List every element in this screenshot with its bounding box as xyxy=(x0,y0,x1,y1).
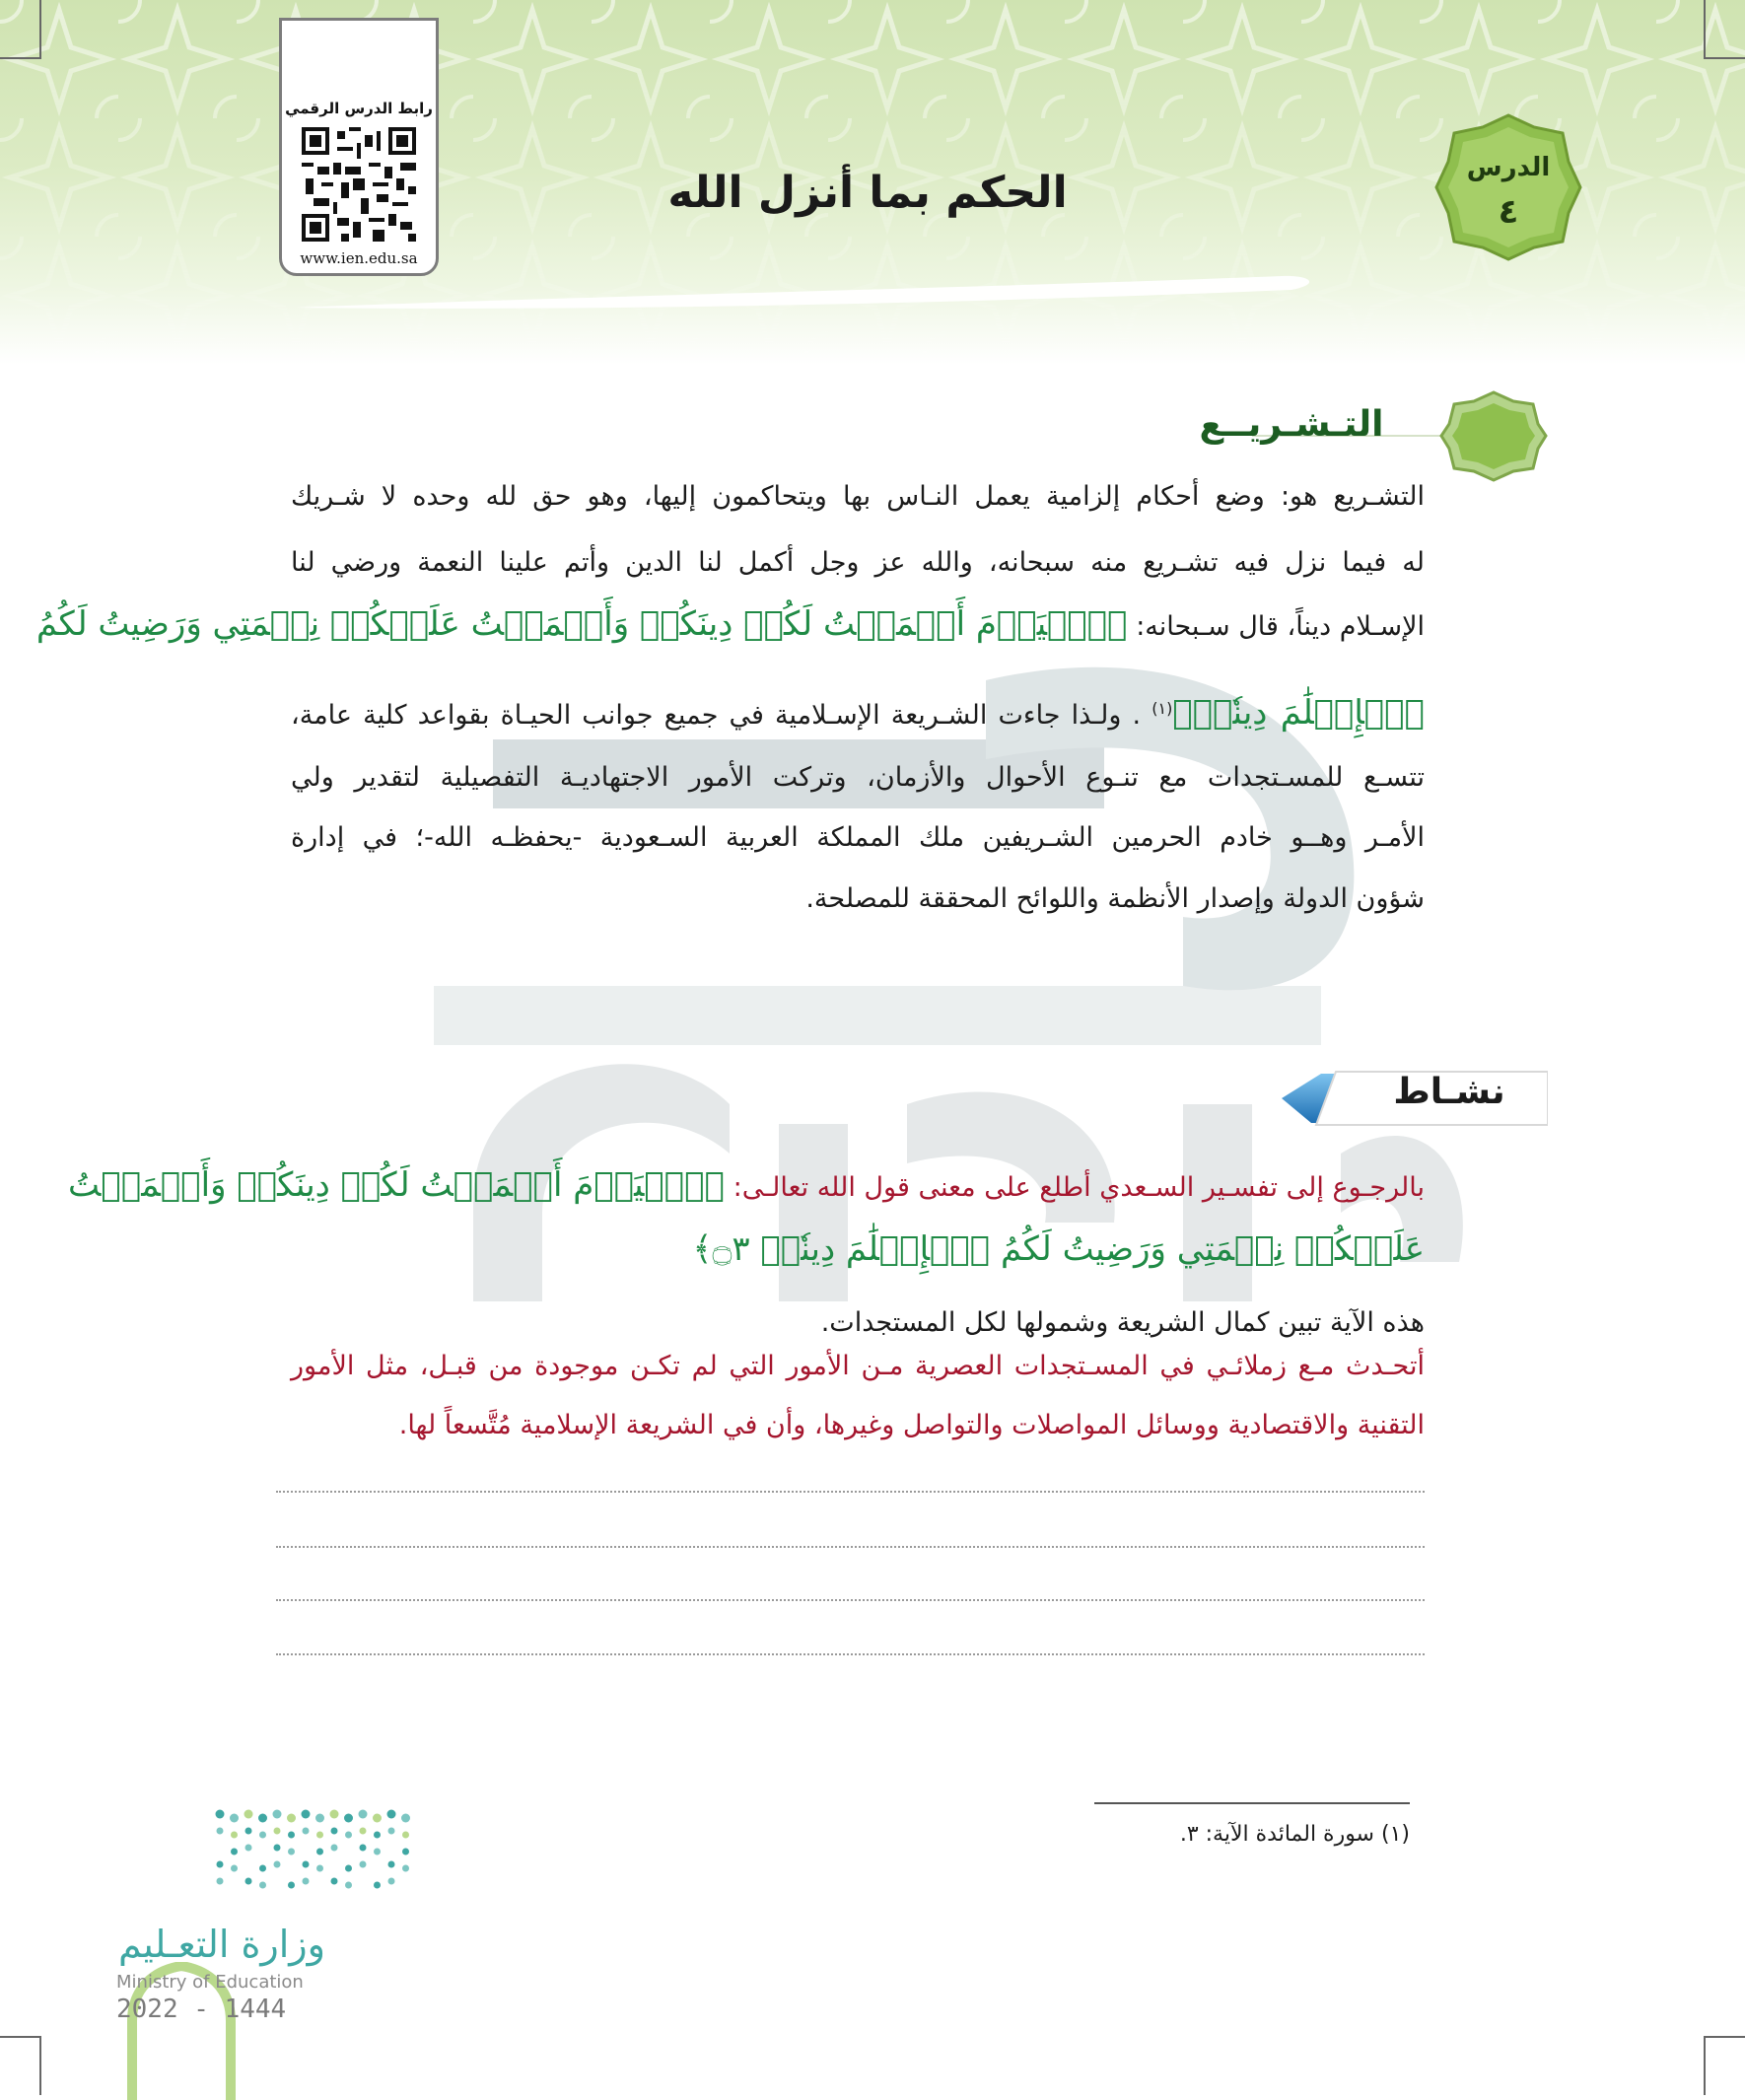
logo-dot xyxy=(259,1865,266,1872)
crop-mark xyxy=(39,0,41,59)
logo-dot xyxy=(316,1832,323,1839)
logo-dot xyxy=(374,1832,381,1839)
logo-dot xyxy=(303,1861,310,1868)
logo-dot xyxy=(401,1814,410,1823)
logo-dot xyxy=(231,1849,238,1855)
crop-mark xyxy=(39,2036,41,2095)
activity-line: التقنية والاقتصادية ووسائل المواصلات والتواصل وغيرها، وأن في الشريعة الإسلامية مُتَّسعاً لها. xyxy=(398,1410,1425,1440)
logo-dot xyxy=(345,1832,352,1839)
paragraph-line: له فيما نزل فيه تشـريع منه سبحانه، والله عز وجل أكمل لنا الدين وأتم علينا النعمة ورضي لنا xyxy=(291,547,1425,578)
quran-verse: ﴿ٱلۡيَوۡمَ أَكۡمَلۡتُ لَكُمۡ دِينَكُمۡ وَأَتۡمَمۡتُ عَلَيۡكُمۡ نِعۡمَتِي وَرَضِيتُ لَكُمُ xyxy=(35,604,1128,644)
logo-dot xyxy=(274,1828,281,1835)
activity-note: هذه الآية تبين كمال الشريعة وشمولها لكل المستجدات. xyxy=(820,1307,1425,1338)
logo-dot xyxy=(331,1845,338,1852)
qr-label: رابط الدرس الرقمي xyxy=(285,100,433,117)
paragraph-text: . ولـذا جاءت الشـريعة الإسـلامية في جميع جوانب الحيـاة بقواعد كلية عامة، xyxy=(291,700,1142,731)
crop-mark xyxy=(0,2036,39,2038)
logo-dot xyxy=(374,1882,381,1889)
logo-dot xyxy=(316,1865,323,1872)
logo-dot xyxy=(359,1810,368,1819)
logo-dot xyxy=(303,1878,310,1885)
activity-title: نشـاط xyxy=(1393,1072,1505,1112)
lesson-badge-label: الدرس xyxy=(1466,153,1551,182)
paragraph-line-with-verse xyxy=(291,693,1426,733)
logo-dot xyxy=(258,1814,267,1823)
answer-line[interactable] xyxy=(276,1653,1425,1655)
logo-dot xyxy=(217,1878,224,1885)
logo-dot xyxy=(373,1814,382,1823)
logo-dot xyxy=(217,1861,224,1868)
logo-dot xyxy=(360,1861,367,1868)
digital-lesson-qr-card[interactable] xyxy=(279,18,439,276)
logo-dot xyxy=(274,1861,281,1868)
logo-dot xyxy=(402,1865,409,1872)
logo-dot xyxy=(303,1828,310,1835)
paragraph-line: الأمـر وهــو خادم الحرمين الشـريفين ملك المملكة العربية السـعودية -يحفظـه الله-؛ في إدارة xyxy=(291,822,1425,853)
quran-verse: عَلَيۡكُمۡ نِعۡمَتِي وَرَضِيتُ لَكُمُ ٱلۡإِسۡلَٰمَ دِينٗاۚ ۝٣﴾ xyxy=(692,1229,1425,1269)
logo-dot xyxy=(259,1832,266,1839)
quran-verse: ٱلۡإِسۡلَٰمَ دِينٗاۚ﴾ xyxy=(1172,693,1426,733)
logo-dot xyxy=(274,1845,281,1852)
section-heading: التـشـريــع xyxy=(1199,404,1384,445)
paragraph-line: شؤون الدولة وإصدار الأنظمة واللوائح المحققة للمصلحة. xyxy=(805,883,1425,914)
logo-dot xyxy=(345,1865,352,1872)
ministry-logo-icon xyxy=(212,1804,419,1903)
qr-code-icon[interactable] xyxy=(302,127,416,242)
header-swoosh xyxy=(296,266,1321,325)
activity-text: بالرجـوع إلى تفسـير السـعدي أطلع على معنى قول الله تعالـى: xyxy=(733,1172,1425,1203)
logo-dot xyxy=(287,1814,296,1823)
crop-mark xyxy=(1706,57,1745,59)
logo-dot xyxy=(330,1810,339,1819)
logo-dot xyxy=(288,1882,295,1889)
logo-dot xyxy=(388,1861,395,1868)
logo-dot xyxy=(231,1865,238,1872)
logo-dot xyxy=(288,1849,295,1855)
activity-line-verse xyxy=(291,1229,1425,1269)
logo-dot xyxy=(331,1878,338,1885)
logo-dot xyxy=(387,1810,396,1819)
logo-dot xyxy=(245,1878,252,1885)
answer-line[interactable] xyxy=(276,1599,1425,1601)
logo-dot xyxy=(217,1828,224,1835)
logo-dot xyxy=(316,1849,323,1855)
lesson-number: ٤ xyxy=(1498,192,1519,232)
logo-dot xyxy=(231,1832,238,1839)
logo-dot xyxy=(402,1849,409,1855)
crop-mark xyxy=(0,57,39,59)
logo-dot xyxy=(288,1832,295,1839)
activity-line: أتحـدث مـع زملائـي في المسـتجدات العصرية مـن الأمور التي لم تكـن موجودة من قبـل، مثل الأمور xyxy=(291,1351,1425,1381)
logo-dot xyxy=(344,1814,353,1823)
paragraph-line-with-verse xyxy=(35,604,1425,644)
footnote-divider xyxy=(1094,1802,1410,1804)
logo-dot xyxy=(388,1878,395,1885)
logo-dot xyxy=(245,1828,252,1835)
crop-mark xyxy=(1704,0,1706,59)
logo-dot xyxy=(374,1849,381,1855)
answer-line[interactable] xyxy=(276,1491,1425,1493)
paragraph-line: تتسـع للمسـتجدات مع تنـوع الأحوال والأزمان، وتركت الأمور الاجتهاديـة التفصيلية لتقدير ولي xyxy=(291,762,1425,793)
logo-dot xyxy=(360,1828,367,1835)
logo-dot xyxy=(402,1832,409,1839)
footnote-reference[interactable]: (١) xyxy=(1152,699,1173,718)
logo-dot xyxy=(245,1845,252,1852)
logo-dot xyxy=(244,1810,253,1819)
lesson-title: الحكم بما أنزل الله xyxy=(667,168,1068,218)
crop-mark xyxy=(1704,2036,1706,2095)
logo-dot xyxy=(216,1810,225,1819)
paragraph-line: التشـريع هو: وضع أحكام إلزامية يعمل النـاس بها ويتحاكمون إليها، وهو حق لله وحده لا شـريك xyxy=(291,481,1425,512)
logo-dot xyxy=(259,1882,266,1889)
paragraph-text: الإسـلام ديناً، قال سـبحانه: xyxy=(1136,611,1425,642)
ministry-year: 2022 - 1444 xyxy=(116,1995,287,2024)
qr-url[interactable]: www.ien.edu.sa xyxy=(300,249,418,267)
lesson-badge-octagon xyxy=(1434,113,1582,261)
answer-line[interactable] xyxy=(276,1546,1425,1548)
quran-verse: ﴿ٱلۡيَوۡمَ أَكۡمَلۡتُ لَكُمۡ دِينَكُمۡ وَأَتۡمَمۡتُ xyxy=(68,1165,726,1205)
ministry-name-arabic: وزارة التعـليم xyxy=(118,1923,326,1966)
footnote: (١) سورة المائدة الآية: ٣. xyxy=(1179,1822,1410,1847)
logo-dot xyxy=(273,1810,282,1819)
crop-mark xyxy=(1706,2036,1745,2038)
logo-dot xyxy=(388,1828,395,1835)
logo-dot xyxy=(331,1828,338,1835)
logo-dot xyxy=(230,1814,239,1823)
logo-dot xyxy=(302,1810,311,1819)
ministry-name-english: Ministry of Education xyxy=(116,1972,304,1993)
logo-dot xyxy=(360,1845,367,1852)
activity-line-with-verse xyxy=(68,1165,1425,1205)
logo-dot xyxy=(315,1814,324,1823)
logo-dot xyxy=(345,1882,352,1889)
